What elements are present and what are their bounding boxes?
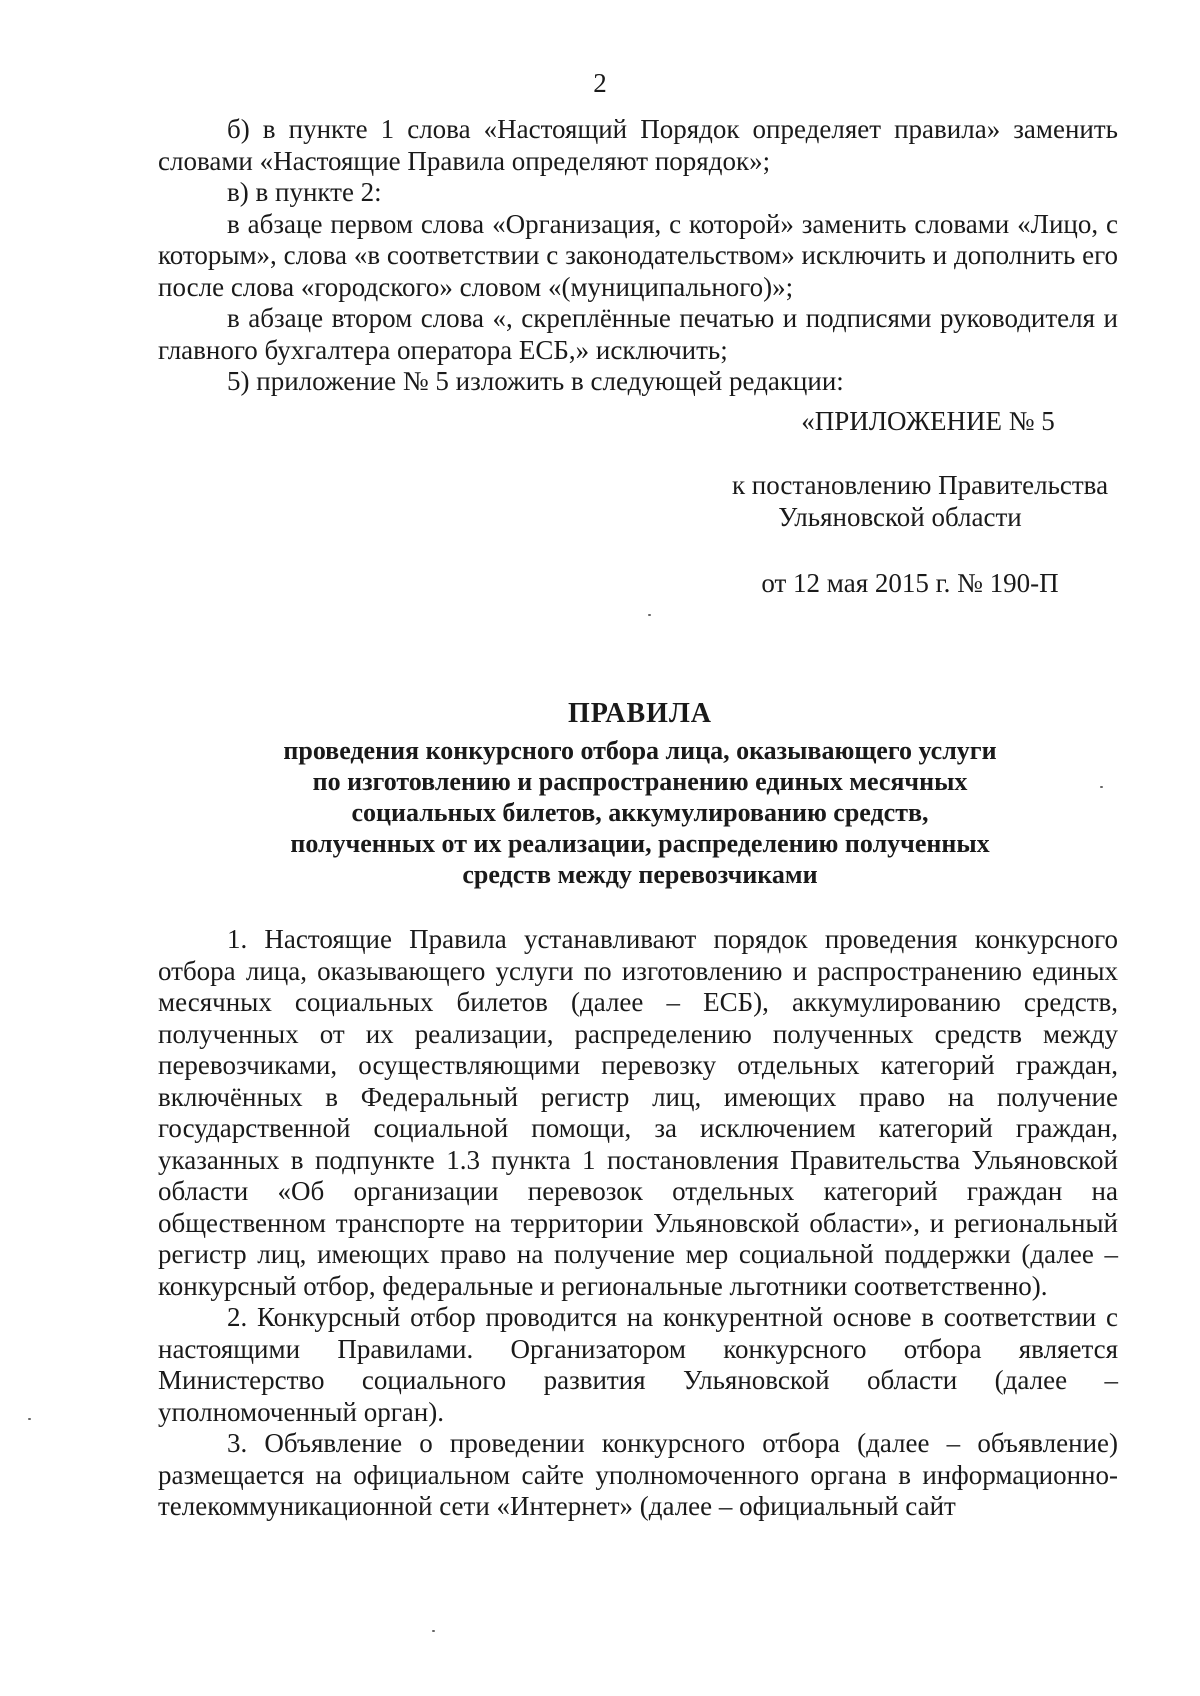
paragraph: в абзаце втором слова «, скреплённые печатью и подписями руководителя и главного бухгалтера оператора ЕСБ,» исключить; bbox=[158, 303, 1118, 365]
appendix-date: от 12 мая 2015 г. № 190-П bbox=[761, 568, 1059, 598]
scan-speck bbox=[1100, 786, 1103, 788]
scan-speck bbox=[648, 614, 651, 616]
rules-heading bbox=[160, 698, 1120, 890]
amendment-text bbox=[158, 114, 1118, 398]
heading-line: социальных билетов, аккумулированию средств, bbox=[351, 798, 929, 827]
rules-text bbox=[158, 924, 1118, 1523]
paragraph: б) в пункте 1 слова «Настоящий Порядок определяет правила» заменить словами «Настоящие Правила определяют порядок»; bbox=[158, 114, 1118, 176]
heading-line: по изготовлению и распространению единых месячных bbox=[312, 767, 968, 796]
heading-line: средств между перевозчиками bbox=[462, 860, 818, 889]
rule-paragraph: 1. Настоящие Правила устанавливают порядок проведения конкурсного отбора лица, оказывающего услуги по изготовлению и распространению единых месячных социальных билетов (далее – ЕСБ), аккумулированию средств, полученных от их реализации, распределению полученных средств между перевозчиками, осуществляющими перевозку отдельных категорий граждан, включённых в Федеральный регистр лиц, имеющих право на получение государственной социальной помощи, за исключением категорий граждан, указанных в подпункте 1.3 пункта 1 постановления Правительства Ульяновской области «Об организации перевозок отдельных категорий граждан на общественном транспорте на территории Ульяновской области», и региональный регистр лиц, имеющих право на получение мер социальной поддержки (далее – конкурсный отбор, федеральные и региональные льготники соответственно). bbox=[158, 924, 1118, 1301]
appendix-title: «ПРИЛОЖЕНИЕ № 5 bbox=[801, 406, 1055, 436]
scan-speck bbox=[432, 1630, 435, 1632]
heading-title: ПРАВИЛА bbox=[567, 698, 713, 729]
rule-paragraph: 2. Конкурсный отбор проводится на конкурентной основе в соответствии с настоящими Правилами. Организатором конкурсного отбора является Министерство социального развития Ульяновской области (далее – уполномоченный орган). bbox=[158, 1302, 1118, 1427]
heading-line: проведения конкурсного отбора лица, оказывающего услуги bbox=[283, 736, 997, 765]
page-number: 2 bbox=[593, 68, 607, 98]
paragraph: 5) приложение № 5 изложить в следующей редакции: bbox=[227, 366, 844, 396]
appendix-region: Ульяновской области bbox=[778, 502, 1022, 532]
paragraph: в) в пункте 2: bbox=[227, 177, 382, 207]
paragraph: в абзаце первом слова «Организация, с которой» заменить словами «Лицо, с которым», слова «в соответствии с законодательством» исключить и дополнить его после слова «городского» словом «(муниципального)»; bbox=[158, 208, 1118, 302]
appendix-resolution: к постановлению Правительства bbox=[731, 470, 1109, 500]
rule-paragraph: 3. Объявление о проведении конкурсного отбора (далее – объявление) размещается на официальном сайте уполномоченного органа в информационно-телекоммуникационной сети «Интернет» (далее – официальный сайт bbox=[158, 1428, 1118, 1521]
heading-line: полученных от их реализации, распределению полученных bbox=[290, 829, 990, 858]
scan-speck bbox=[28, 1418, 31, 1420]
